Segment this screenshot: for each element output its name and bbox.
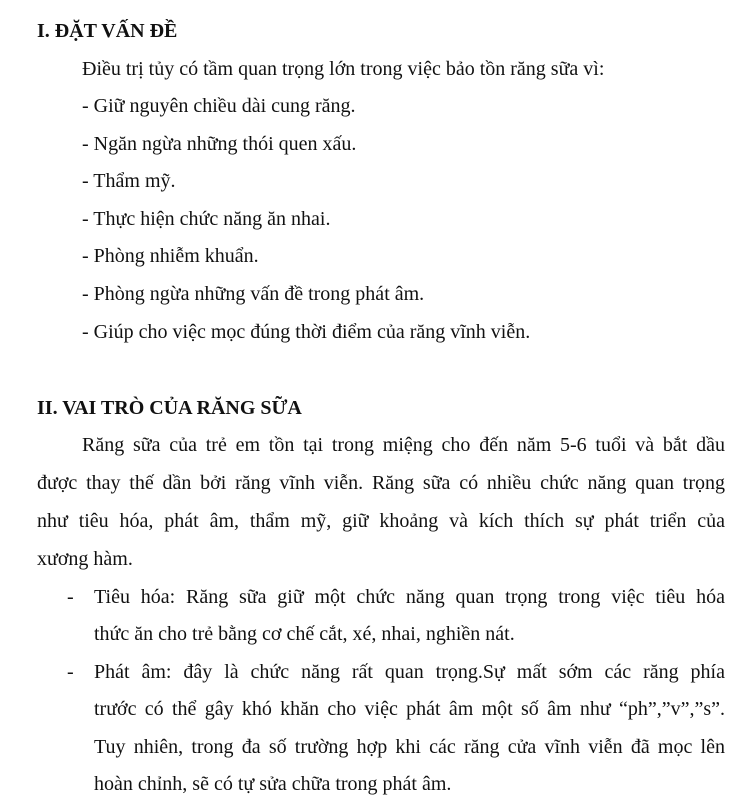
bullet-line: thức ăn cho trẻ bằng cơ chế cắt, xé, nhai, nghiền nát. (94, 623, 515, 645)
bullet-line: hoàn chỉnh, sẽ có tự sửa chữa trong phát âm. (94, 773, 452, 795)
paragraph-line: được thay thế dần bởi răng vĩnh viễn. Răng sữa có nhiều chức năng quan trọng (37, 472, 725, 494)
paragraph-line: Răng sữa của trẻ em tồn tại trong miệng cho đến năm 5-6 tuổi và bắt dầu (82, 434, 725, 456)
list-item: - Phòng ngừa những vấn đề trong phát âm. (82, 283, 425, 305)
list-item: - Giữ nguyên chiều dài cung răng. (82, 95, 356, 117)
list-item: - Thẩm mỹ. (82, 170, 176, 192)
paragraph-line: xương hàm. (37, 548, 133, 570)
section-1-heading: I. ĐẶT VẤN ĐỀ (37, 20, 178, 42)
bullet-dash: - (67, 586, 74, 608)
section-2-heading: II. VAI TRÒ CỦA RĂNG SỮA (37, 397, 302, 419)
list-item: - Thực hiện chức năng ăn nhai. (82, 208, 331, 230)
bullet-dash: - (67, 661, 74, 683)
bullet-line: Tuy nhiên, trong đa số trường hợp khi các răng cửa vĩnh viễn đã mọc lên (94, 736, 725, 758)
list-item: - Phòng nhiễm khuẩn. (82, 245, 259, 267)
section-1-intro: Điều trị tủy có tầm quan trọng lớn trong việc bảo tồn răng sữa vì: (82, 58, 605, 80)
list-item: - Giúp cho việc mọc đúng thời điểm của răng vĩnh viễn. (82, 321, 531, 343)
bullet-line: Tiêu hóa: Răng sữa giữ một chức năng quan trọng trong việc tiêu hóa (94, 586, 725, 608)
paragraph-line: như tiêu hóa, phát âm, thẩm mỹ, giữ khoảng và kích thích sự phát triển của (37, 510, 725, 532)
list-item: - Ngăn ngừa những thói quen xấu. (82, 133, 357, 155)
bullet-line: Phát âm: đây là chức năng rất quan trọng.Sự mất sớm các răng phía (94, 661, 725, 683)
bullet-line: trước có thể gây khó khăn cho việc phát âm một số âm như “ph”,”v”,”s”. (94, 698, 725, 720)
